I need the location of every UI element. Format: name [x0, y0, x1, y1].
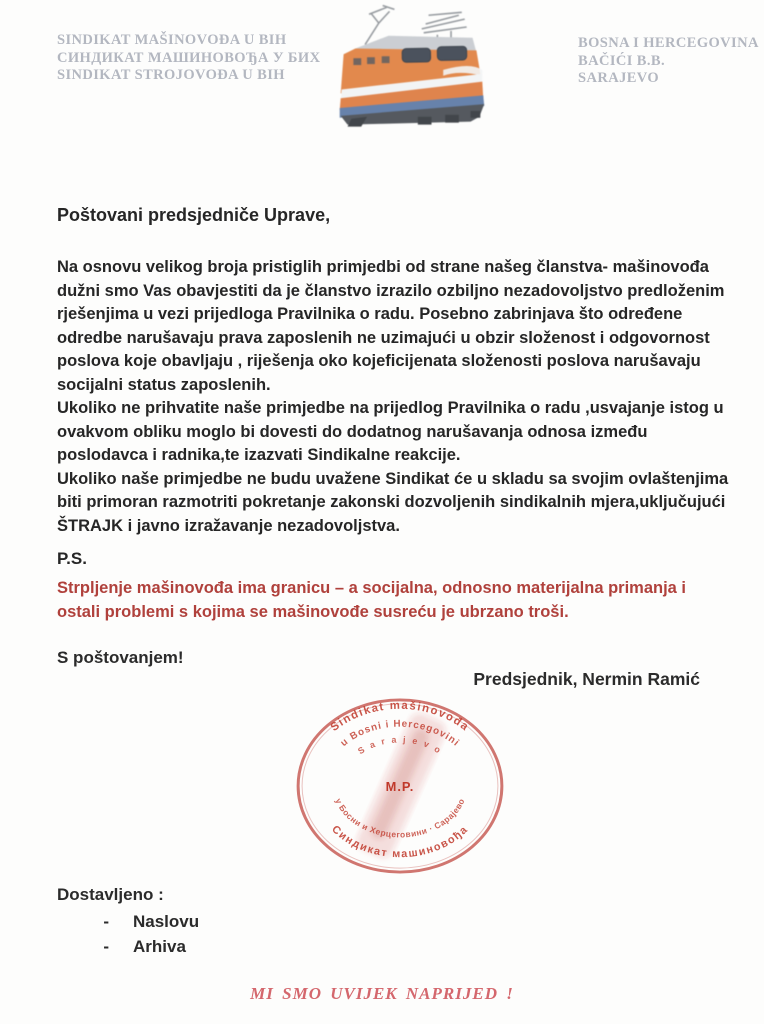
stamp-arc-bottom-outer: Синдикат машиновођа — [329, 823, 471, 861]
address-line: SARAJEVO — [578, 70, 660, 86]
dash-icon: - — [103, 937, 109, 956]
letter-paragraph: Ukoliko ne prihvatite naše primjedbe na prijedlog Pravilnika o radu ,usvajanje istog u ovakvom obliku moglo bi dovesti do dodatnog narušavanja odnosa između poslodavca i radnika,te izazvati Sindikalne reakcije. — [57, 399, 724, 464]
address-line: BOSNA I HERCEGOVINA — [578, 35, 759, 51]
letter-paragraph: Ukoliko naše primjedbe ne budu uvažene Sindikat će u skladu sa svojim ovlaštenjima biti primoran razmotriti pokretanje zakonski dozvoljenih sindikalnih mjera,uključujući ŠTRAJK i javno izražavanje nezadovoljstva. — [57, 469, 729, 535]
dash-icon: - — [103, 912, 109, 931]
distribution-list — [57, 909, 199, 959]
locomotive-icon — [328, 2, 494, 132]
stamp-arc-bottom-inner: у Босни и Херцеговини · Сарајево — [333, 796, 467, 840]
stamp-arc-top-outer: Sindikat mašinovođa — [328, 699, 472, 734]
ps-label: P.S. — [57, 549, 87, 568]
union-name-line: СИНДИКАТ МАШИНОВОЂА У БИХ — [57, 49, 321, 66]
signature-name: Predsjednik, Nermin Ramić — [473, 669, 700, 689]
footer-motto: MI SMO UVIJEK NAPRIJED ! — [250, 984, 514, 1003]
official-stamp — [288, 695, 512, 877]
letter-body — [57, 256, 731, 538]
distribution-item: - Naslovu — [57, 909, 199, 934]
union-name-block — [57, 32, 320, 85]
distribution-section — [57, 882, 199, 959]
address-line: BAČIĆI B.B. — [578, 52, 665, 69]
address-block — [578, 35, 759, 88]
distribution-label: Dostavljeno : — [57, 885, 164, 904]
stamp-arc-top-inner: S a r a j e v o — [355, 734, 445, 757]
distribution-item: - Arhiva — [57, 934, 199, 959]
ps-text: Strpljenje mašinovođa ima granicu – a socijalna, odnosno materijalna primanja i ostali problemi s kojima se mašinovođe susreću je ubrzano troši. — [57, 579, 687, 621]
closing-text: S poštovanjem! — [57, 648, 184, 667]
union-name-line: SINDIKAT MAŠINOVOĐA U BIH — [57, 32, 287, 48]
union-name-line: SINDIKAT STROJOVOĐA U BIH — [57, 67, 285, 83]
salutation: Poštovani predsjedniče Uprave, — [57, 205, 331, 225]
stamp-arc-top-middle: u Bosni i Hercegovini — [338, 718, 462, 749]
stamp-center-label: M.P. — [385, 778, 415, 794]
letter-paragraph: Na osnovu velikog broja pristiglih primjedbi od strane našeg članstva- mašinovođa dužni smo Vas obavjestiti da je članstvo izrazilo ozbiljno nezadovoljstvo predloženim rješenjima u vezi prijedloga Pravilnika o radu. Posebno zabrinjava što određene odredbe narušavaju prava zaposlenih ne uzimajući u obzir složenost i odgovornost poslova koje obavljaju , riješenja oko kojeficijenata složenosti poslova narušavaju socijalni status zaposlenih. — [57, 258, 725, 394]
